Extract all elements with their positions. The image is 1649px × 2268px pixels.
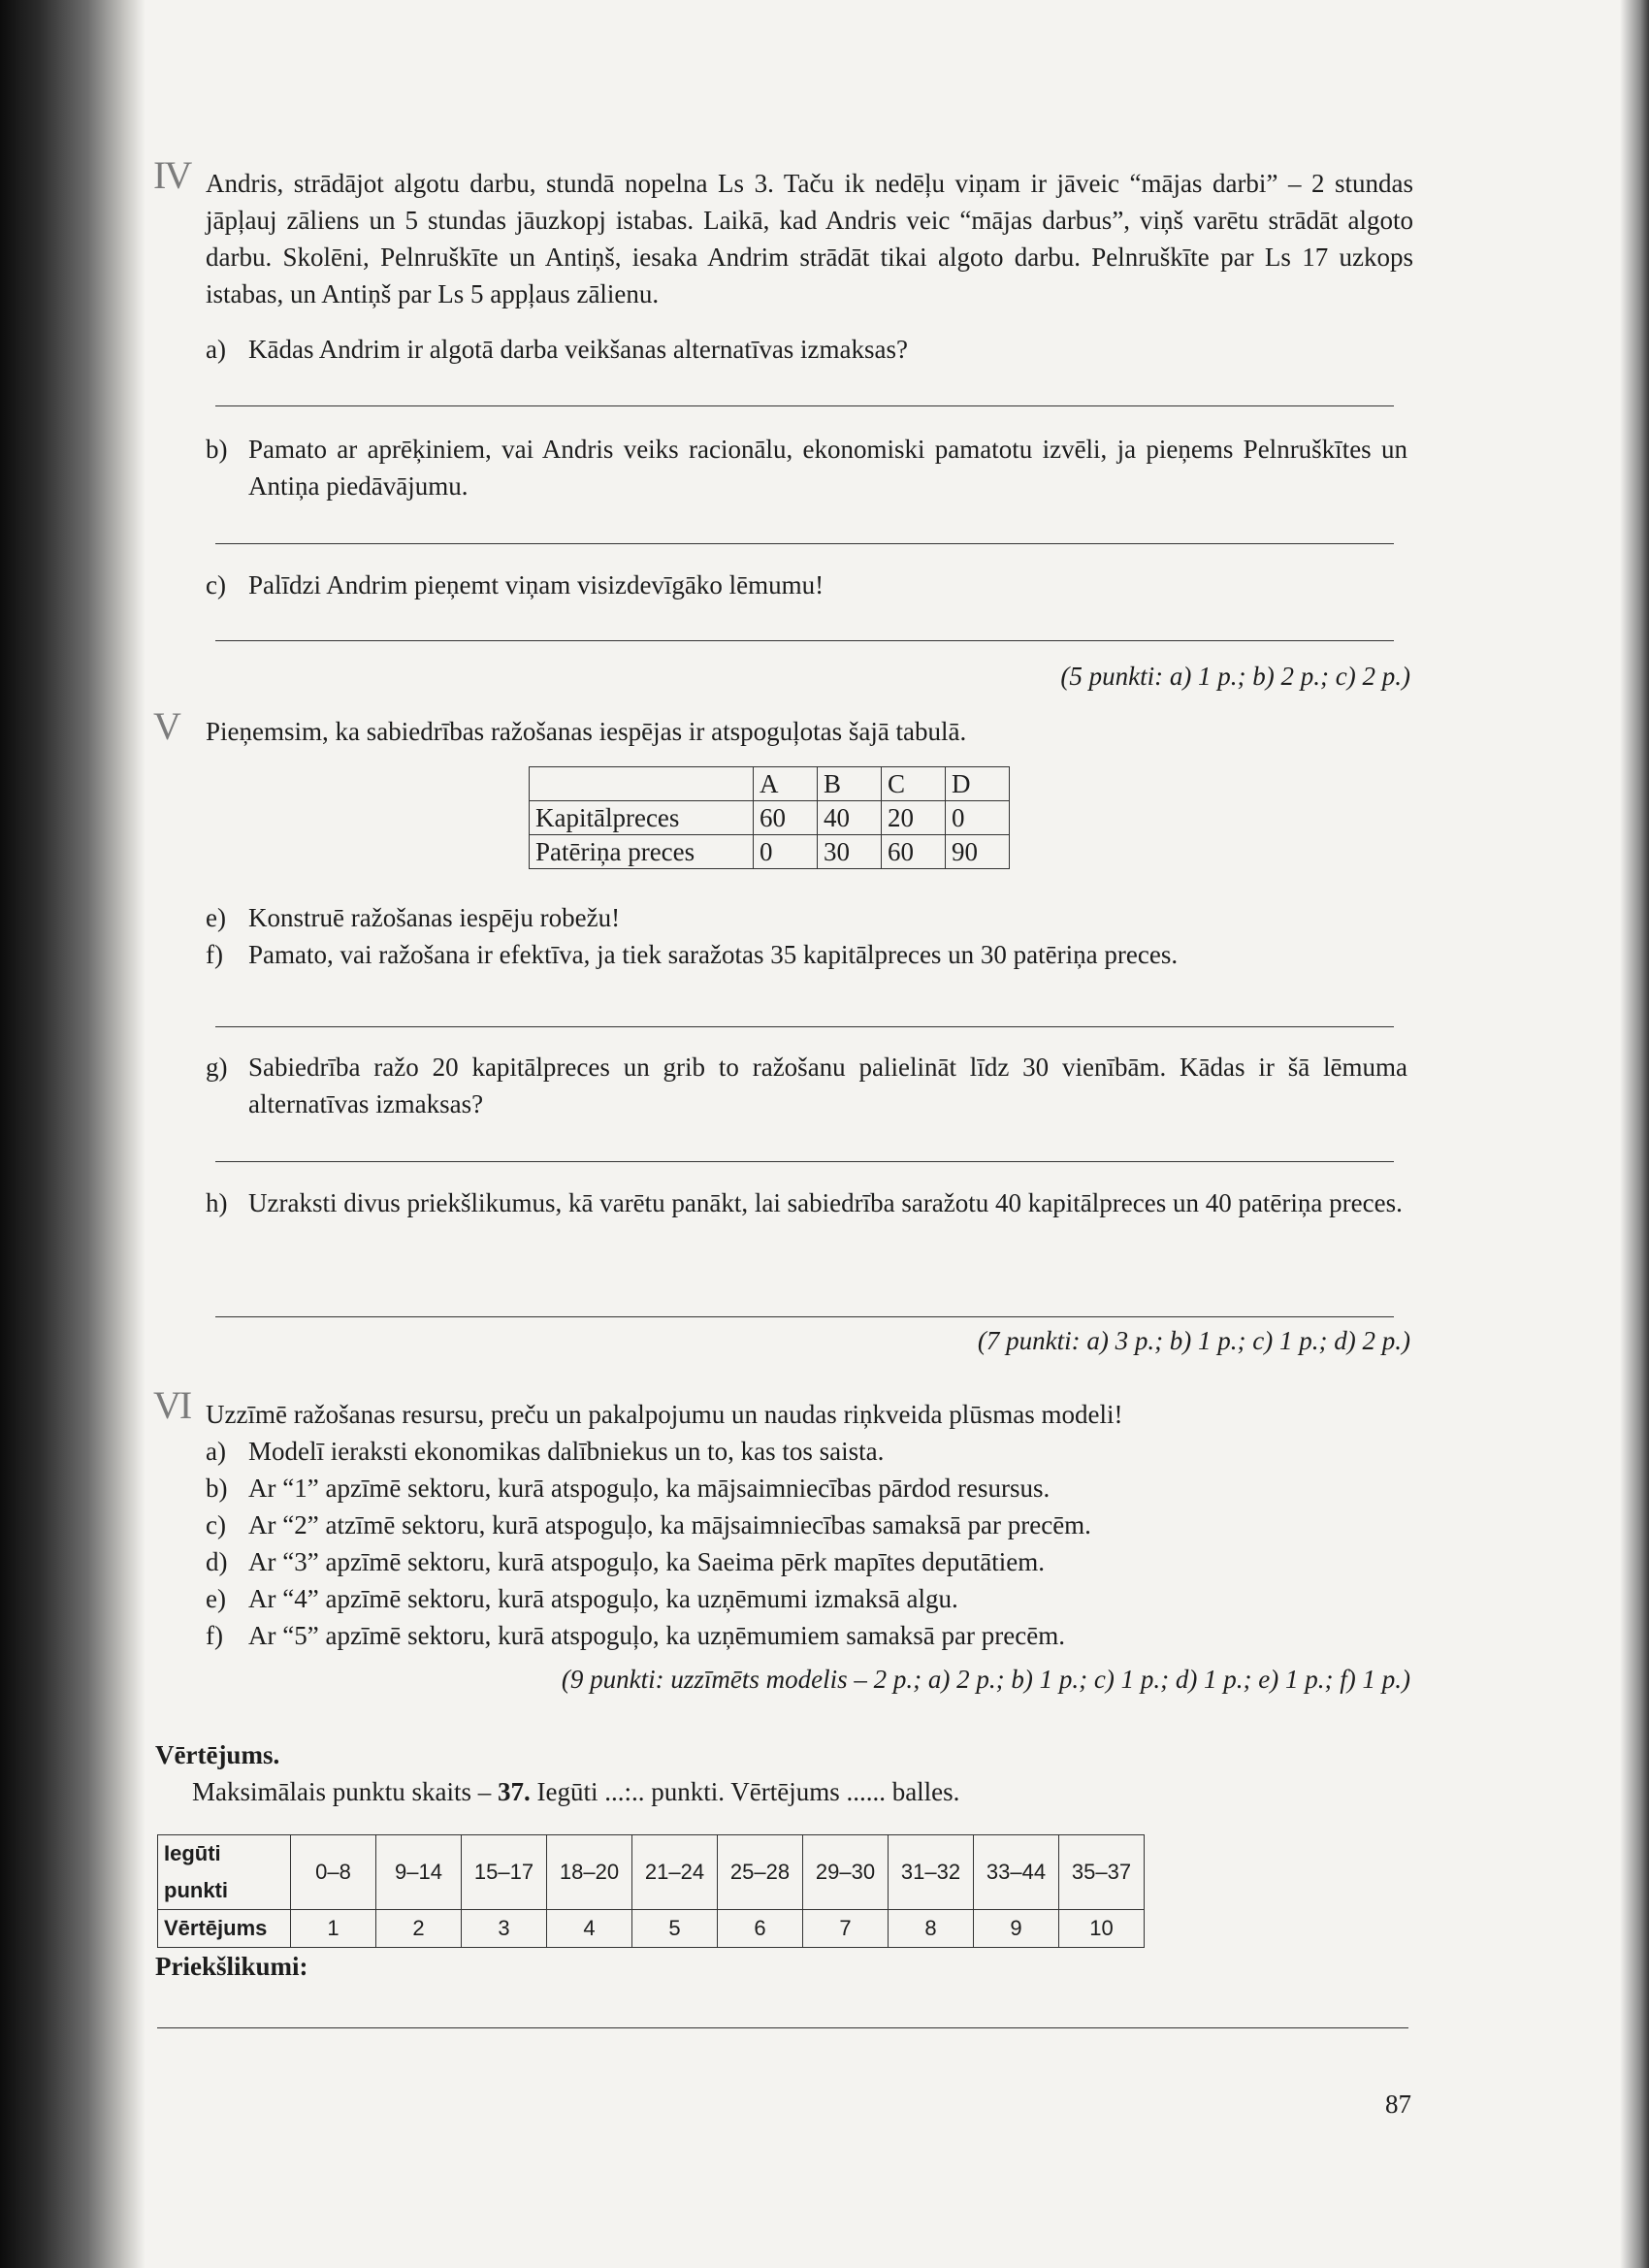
table-header-cell: A — [754, 767, 818, 801]
answer-line — [215, 1026, 1394, 1027]
grading-range-row — [158, 1835, 1145, 1910]
section-5-item-f: f) Pamato, vai ražošana ir efektīva, ja tiek saražotas 35 kapitālpreces un 30 patēriņa preces. — [206, 940, 1179, 969]
section-4-item-a: a) Kādas Andrim ir algotā darba veikšanas alternatīvas izmaksas? — [206, 335, 909, 364]
table-corner-cell — [530, 767, 754, 801]
suggestions-title: Priekšlikumi: — [155, 1952, 308, 1981]
production-possibilities-table — [529, 766, 1010, 869]
table-cell: 0 — [754, 835, 818, 869]
section-5-points: (7 punkti: a) 3 p.; b) 1 p.; c) 1 p.; d) 2 p.) — [977, 1326, 1410, 1355]
section-6-item-a: a) Modelī ieraksti ekonomikas dalībniekus un to, kas tos saista. — [206, 1437, 885, 1466]
table-cell: 40 — [818, 801, 882, 835]
table-cell: 60 — [754, 801, 818, 835]
section-4-item-b: b) Pamato ar aprēķiniem, vai Andris veiks racionālu, ekonomiski pamatotu izvēli, ja pieņems Pelnruškītes un Antiņa piedāvājumu. — [206, 435, 1407, 501]
section-5-item-g: g) Sabiedrība ražo 20 kapitālpreces un grib to ražošanu palielināt līdz 30 vienībām. Kādas ir šā lēmuma alternatīvas izmaksas? — [206, 1053, 1407, 1118]
answer-line — [215, 405, 1394, 406]
table-row — [530, 801, 1010, 835]
table-cell: 30 — [818, 835, 882, 869]
grade-cell: 6 — [718, 1910, 803, 1948]
table-cell: 20 — [882, 801, 946, 835]
grade-cell: 4 — [547, 1910, 632, 1948]
points-range-cell: 35–37 — [1059, 1835, 1145, 1910]
points-range-cell: 33–44 — [974, 1835, 1059, 1910]
page-number: 87 — [1385, 2090, 1411, 2119]
table-row — [530, 835, 1010, 869]
points-range-cell: 9–14 — [376, 1835, 462, 1910]
grade-cell: 7 — [803, 1910, 889, 1948]
points-range-cell: 15–17 — [462, 1835, 547, 1910]
section-6-item-e: e) Ar “4” apzīmē sektoru, kurā atspoguļo, ka uzņēmumi izmaksā algu. — [206, 1584, 958, 1613]
answer-line — [215, 1316, 1394, 1317]
points-range-cell: 31–32 — [889, 1835, 974, 1910]
grade-cell: 9 — [974, 1910, 1059, 1948]
max-points: 37. — [497, 1777, 531, 1806]
grading-title: Vērtējums. — [155, 1740, 280, 1769]
table-cell: 60 — [882, 835, 946, 869]
points-range-cell: 29–30 — [803, 1835, 889, 1910]
grading-row-label: Iegūti punkti — [158, 1835, 291, 1910]
table-header-row — [530, 767, 1010, 801]
section-4-intro: Andris, strādājot algotu darbu, stundā nopelna Ls 3. Taču ik nedēļu viņam ir jāveic “mājas darbi” – 2 stundas jāpļauj zāliens un 5 stundas jāuzkopj istabas. Laikā, kad Andris veic “mājas darbus”, viņš varētu strādāt algoto darbu. Skolēni, Pelnruškīte un Antiņš, iesaka Andrim strādāt tikai algoto darbu. Pelnruškīte par Ls 17 uzkops istabas, un Antiņš par Ls 5 appļaus zālienu. — [206, 169, 1413, 308]
section-5-item-h: h) Uzraksti divus priekšlikumus, kā varētu panākt, lai sabiedrība saražotu 40 kapitālpreces un 40 patēriņa preces. — [206, 1188, 1403, 1217]
section-5-intro: Pieņemsim, ka sabiedrības ražošanas iespējas ir atspoguļotas šajā tabulā. — [206, 717, 967, 746]
answer-line — [157, 2027, 1408, 2028]
grade-cell: 3 — [462, 1910, 547, 1948]
answer-line — [215, 543, 1394, 544]
section-6-item-c: c) Ar “2” atzīmē sektoru, kurā atspoguļo, ka mājsaimniecības samaksā par precēm. — [206, 1510, 1091, 1539]
table-row-label: Kapitālpreces — [530, 801, 754, 835]
answer-line — [215, 1161, 1394, 1162]
grading-summary: Maksimālais punktu skaits – 37. Iegūti ...:.. punkti. Vērtējums ...... balles. — [192, 1777, 960, 1806]
section-6-item-f: f) Ar “5” apzīmē sektoru, kurā atspoguļo, ka uzņēmumiem samaksā par precēm. — [206, 1621, 1065, 1650]
points-range-cell: 25–28 — [718, 1835, 803, 1910]
section-6-intro: Uzzīmē ražošanas resursu, preču un pakalpojumu un naudas riņkveida plūsmas modeli! — [206, 1400, 1123, 1429]
section-4-numeral: IV — [153, 153, 191, 197]
section-5-item-e: e) Konstruē ražošanas iespēju robežu! — [206, 903, 621, 932]
points-range-cell: 18–20 — [547, 1835, 632, 1910]
grade-cell: 5 — [632, 1910, 718, 1948]
points-range-cell: 21–24 — [632, 1835, 718, 1910]
grading-table — [157, 1834, 1145, 1948]
table-header-cell: D — [946, 767, 1010, 801]
table-header-cell: C — [882, 767, 946, 801]
grading-row-label: Vērtējums — [158, 1910, 291, 1948]
section-4-points: (5 punkti: a) 1 p.; b) 2 p.; c) 2 p.) — [1060, 662, 1410, 691]
grade-cell: 2 — [376, 1910, 462, 1948]
section-6-numeral: VI — [153, 1383, 191, 1427]
points-range-cell: 0–8 — [291, 1835, 376, 1910]
section-6-points: (9 punkti: uzzīmēts modelis – 2 p.; a) 2 p.; b) 1 p.; c) 1 p.; d) 1 p.; e) 1 p.; f) 1 p.) — [561, 1665, 1410, 1694]
grade-cell: 1 — [291, 1910, 376, 1948]
table-row-label: Patēriņa preces — [530, 835, 754, 869]
table-cell: 90 — [946, 835, 1010, 869]
table-header-cell: B — [818, 767, 882, 801]
section-6-item-b: b) Ar “1” apzīmē sektoru, kurā atspoguļo, ka mājsaimniecības pārdod resursus. — [206, 1474, 1051, 1503]
table-cell: 0 — [946, 801, 1010, 835]
grading-grade-row — [158, 1910, 1145, 1948]
section-5-numeral: V — [153, 704, 179, 748]
answer-line — [215, 640, 1394, 641]
grade-cell: 10 — [1059, 1910, 1145, 1948]
grade-cell: 8 — [889, 1910, 974, 1948]
section-4-item-c: c) Palīdzi Andrim pieņemt viņam visizdevīgāko lēmumu! — [206, 570, 824, 599]
section-6-item-d: d) Ar “3” apzīmē sektoru, kurā atspoguļo, ka Saeima pērk mapītes deputātiem. — [206, 1547, 1045, 1576]
